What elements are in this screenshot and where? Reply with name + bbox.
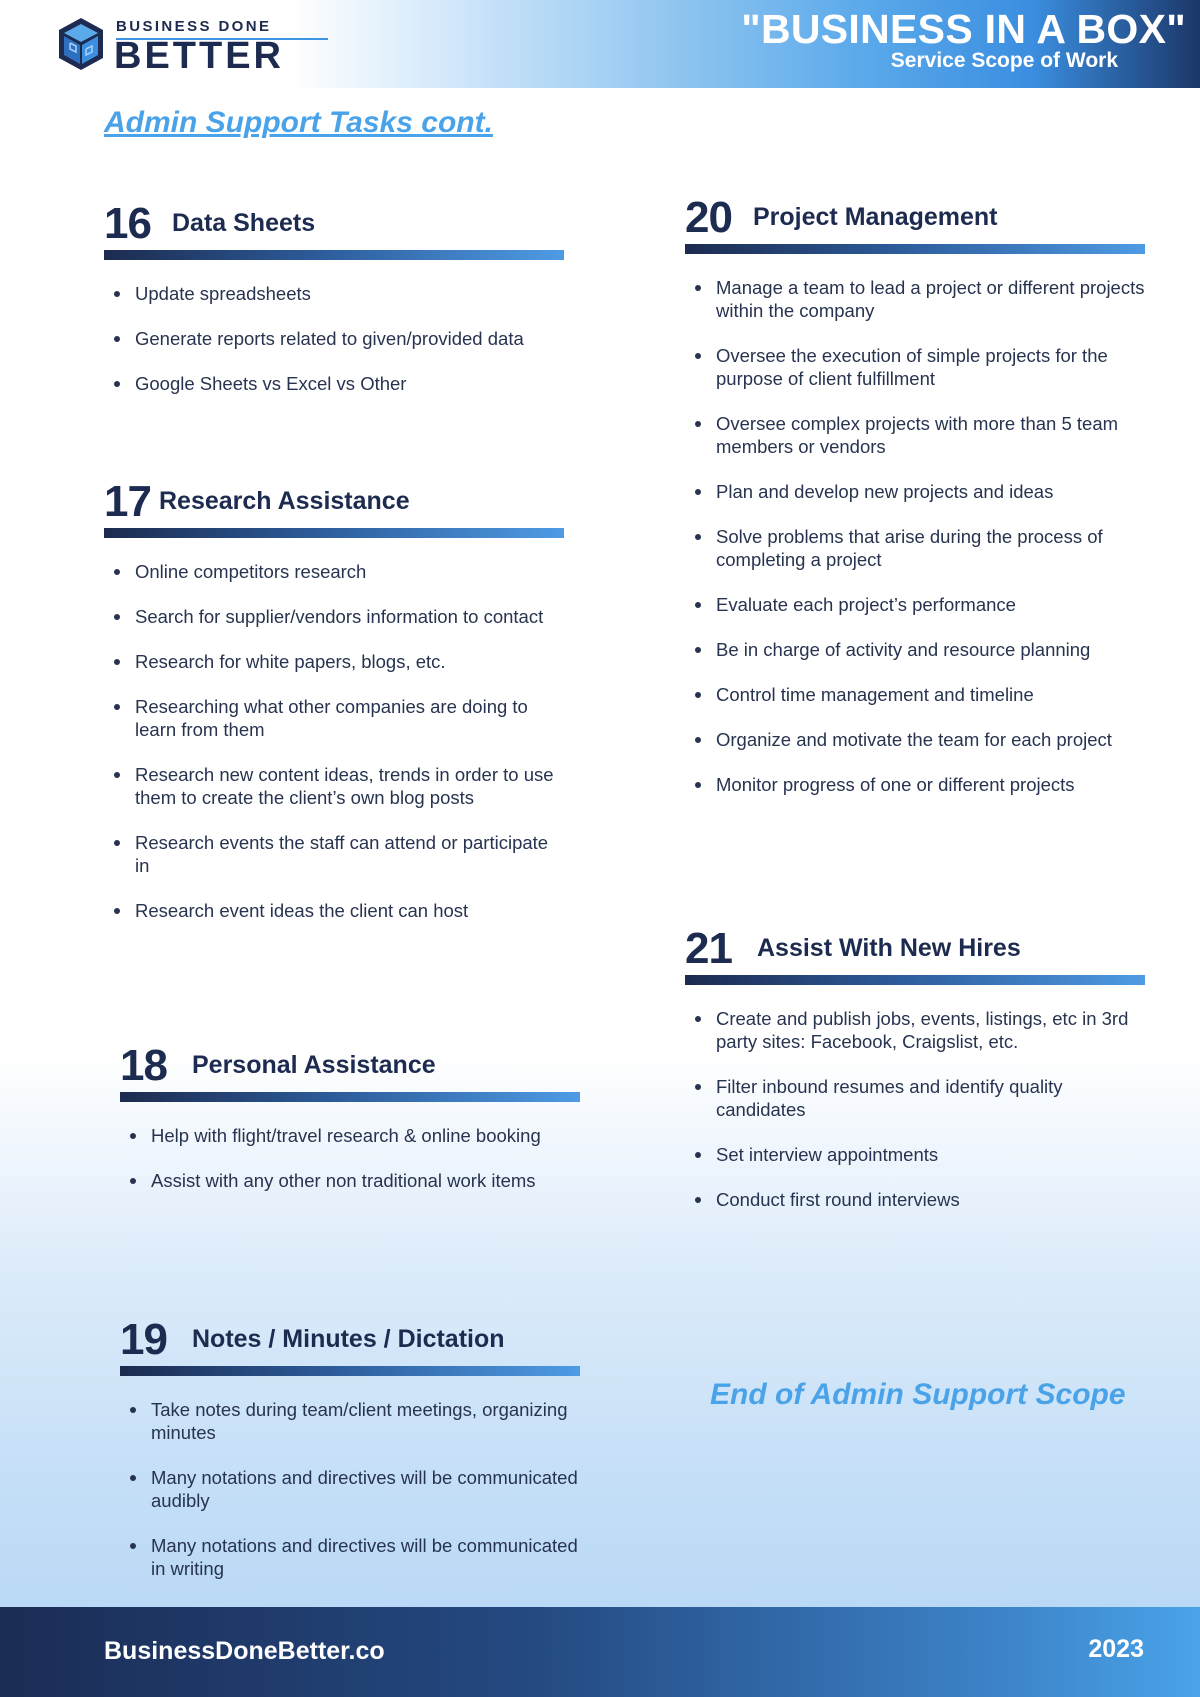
section-title: Personal Assistance bbox=[192, 1051, 436, 1079]
end-of-scope-note: End of Admin Support Scope bbox=[710, 1378, 1126, 1411]
list-item: Monitor progress of one or different projects bbox=[685, 773, 1145, 796]
section-header bbox=[104, 472, 564, 528]
section-title: Data Sheets bbox=[172, 209, 316, 237]
list-item: Update spreadsheets bbox=[104, 282, 564, 305]
list-item: Evaluate each project’s performance bbox=[685, 593, 1145, 616]
section-header bbox=[685, 919, 1145, 975]
list-item: Create and publish jobs, events, listings, etc in 3rd party sites: Facebook, Craigslist, etc. bbox=[685, 1007, 1145, 1053]
section-divider bbox=[104, 528, 564, 538]
footer-website: BusinessDoneBetter.co bbox=[104, 1637, 385, 1665]
list-item: Control time management and timeline bbox=[685, 683, 1145, 706]
section-divider bbox=[120, 1092, 580, 1102]
section-16 bbox=[104, 194, 564, 395]
document-title: "BUSINESS IN A BOX" bbox=[741, 6, 1186, 52]
footer-year: 2023 bbox=[1088, 1635, 1144, 1663]
section-21 bbox=[685, 919, 1145, 1211]
list-item: Set interview appointments bbox=[685, 1143, 1145, 1166]
document-subtitle: Service Scope of Work bbox=[890, 49, 1118, 72]
list-item: Search for supplier/vendors information to contact bbox=[104, 605, 564, 628]
task-list bbox=[120, 1398, 580, 1580]
section-divider bbox=[685, 975, 1145, 985]
list-item: Research event ideas the client can host bbox=[104, 899, 564, 922]
section-title: Project Management bbox=[753, 203, 998, 231]
section-title: Research Assistance bbox=[159, 487, 410, 515]
list-item: Take notes during team/client meetings, organizing minutes bbox=[120, 1398, 580, 1444]
section-number: 18 bbox=[120, 1041, 167, 1090]
section-number: 20 bbox=[685, 193, 732, 242]
list-item: Organize and motivate the team for each project bbox=[685, 728, 1145, 751]
list-item: Generate reports related to given/provided data bbox=[104, 327, 564, 350]
list-item: Google Sheets vs Excel vs Other bbox=[104, 372, 564, 395]
list-item: Many notations and directives will be communicated audibly bbox=[120, 1466, 580, 1512]
section-18 bbox=[120, 1036, 580, 1192]
list-item: Conduct first round interviews bbox=[685, 1188, 1145, 1211]
list-item: Research events the staff can attend or participate in bbox=[104, 831, 564, 877]
list-item: Assist with any other non traditional work items bbox=[120, 1169, 580, 1192]
page-footer bbox=[0, 1607, 1200, 1697]
section-20 bbox=[685, 188, 1145, 796]
task-list bbox=[685, 276, 1145, 796]
list-item: Online competitors research bbox=[104, 560, 564, 583]
section-number: 21 bbox=[685, 924, 732, 973]
cube-logo-icon bbox=[56, 16, 106, 72]
page-heading: Admin Support Tasks cont. bbox=[104, 106, 493, 139]
list-item: Oversee the execution of simple projects for the purpose of client fulfillment bbox=[685, 344, 1145, 390]
section-title: Assist With New Hires bbox=[757, 934, 1021, 962]
task-list bbox=[685, 1007, 1145, 1211]
page-header bbox=[0, 0, 1200, 88]
section-header bbox=[104, 194, 564, 250]
section-divider bbox=[685, 244, 1145, 254]
section-17 bbox=[104, 472, 564, 922]
brand-name-top: BUSINESS DONE bbox=[116, 18, 272, 35]
list-item: Be in charge of activity and resource planning bbox=[685, 638, 1145, 661]
list-item: Manage a team to lead a project or different projects within the company bbox=[685, 276, 1145, 322]
list-item: Researching what other companies are doing to learn from them bbox=[104, 695, 564, 741]
task-list bbox=[104, 282, 564, 395]
section-number: 16 bbox=[104, 199, 151, 248]
task-list bbox=[120, 1124, 580, 1192]
section-divider bbox=[120, 1366, 580, 1376]
list-item: Research new content ideas, trends in order to use them to create the client’s own blog posts bbox=[104, 763, 564, 809]
section-number: 17 bbox=[104, 477, 151, 526]
list-item: Plan and develop new projects and ideas bbox=[685, 480, 1145, 503]
section-19 bbox=[120, 1310, 580, 1580]
list-item: Filter inbound resumes and identify quality candidates bbox=[685, 1075, 1145, 1121]
list-item: Many notations and directives will be communicated in writing bbox=[120, 1534, 580, 1580]
list-item: Help with flight/travel research & online booking bbox=[120, 1124, 580, 1147]
list-item: Oversee complex projects with more than 5 team members or vendors bbox=[685, 412, 1145, 458]
section-header bbox=[120, 1310, 580, 1366]
section-header bbox=[685, 188, 1145, 244]
section-number: 19 bbox=[120, 1315, 167, 1364]
section-divider bbox=[104, 250, 564, 260]
section-header bbox=[120, 1036, 580, 1092]
task-list bbox=[104, 560, 564, 922]
list-item: Research for white papers, blogs, etc. bbox=[104, 650, 564, 673]
brand-logo bbox=[56, 16, 286, 77]
section-title: Notes / Minutes / Dictation bbox=[192, 1325, 505, 1353]
brand-name-main: BETTER bbox=[114, 35, 284, 77]
list-item: Solve problems that arise during the process of completing a project bbox=[685, 525, 1145, 571]
